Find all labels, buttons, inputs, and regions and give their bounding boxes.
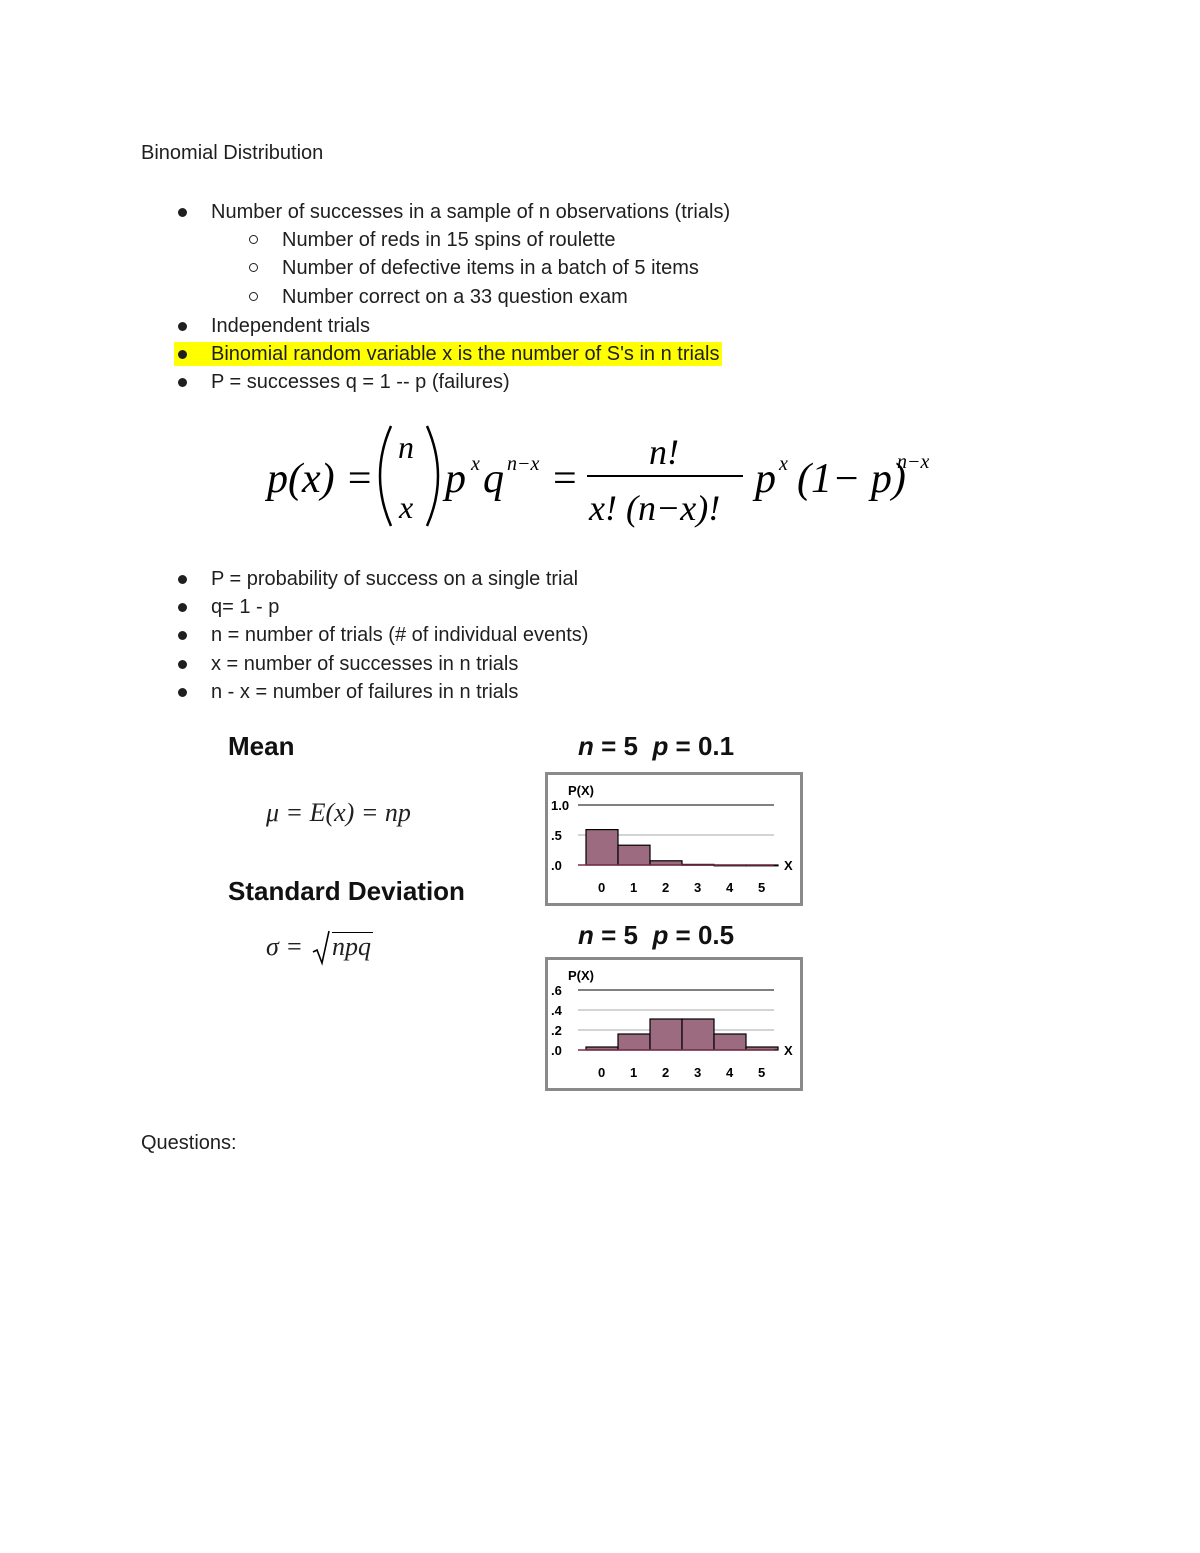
x-tick-label: 4 — [726, 880, 734, 895]
bullet-dot — [178, 603, 187, 612]
bullet-dot — [178, 208, 187, 217]
x-tick-label: 3 — [694, 880, 702, 895]
bar — [714, 1034, 746, 1050]
formula-x-exp: x — [471, 453, 480, 475]
y-tick-label: .5 — [551, 828, 562, 843]
formula-numerator: n! — [649, 432, 679, 472]
chart-title-mid: = 5 — [593, 731, 653, 761]
y-tick-label: .6 — [551, 983, 562, 998]
bullet-dot — [178, 350, 187, 359]
chart-title-p: p — [652, 731, 669, 761]
chart-title — [578, 920, 734, 951]
questions-label: Questions: — [141, 1132, 237, 1154]
chart-title-n: n — [578, 920, 594, 950]
sd-formula — [266, 932, 371, 972]
sub-list-item: Number correct on a 33 question exam — [282, 286, 628, 308]
y-tick-label: .0 — [551, 1043, 562, 1058]
y-tick-label: .0 — [551, 858, 562, 873]
bullet-dot — [178, 631, 187, 640]
list-item: Independent trials — [211, 315, 371, 337]
x-tick-label: 1 — [630, 880, 638, 895]
bullet-dot — [178, 660, 187, 669]
x-axis-label: X — [784, 858, 793, 873]
chart-title-p: p — [652, 920, 669, 950]
x-axis-label: X — [784, 1043, 793, 1058]
list-item: x = number of successes in n trials — [211, 653, 519, 675]
binomial-chart-p01 — [548, 775, 800, 903]
x-tick-label: 4 — [726, 1065, 734, 1080]
formula-tail-p: p — [755, 456, 776, 502]
x-tick-label: 5 — [758, 1065, 766, 1080]
bar — [650, 1019, 682, 1050]
radical-icon — [312, 930, 330, 966]
binom-bottom: x — [399, 489, 414, 525]
chart-title — [578, 731, 734, 762]
sub-bullet-circle — [249, 235, 258, 244]
y-axis-label: P(X) — [568, 783, 594, 798]
list-item: Number of successes in a sample of n observations (trials) — [211, 201, 731, 223]
mean-heading: Mean — [228, 731, 295, 761]
binomial-chart-p05 — [548, 960, 800, 1088]
left-paren-icon — [380, 426, 391, 526]
list-item: q= 1 - p — [211, 596, 280, 618]
chart-title-mid: = 5 — [593, 920, 653, 950]
bullet-dot — [178, 688, 187, 697]
binom-top: n — [398, 429, 414, 465]
x-tick-label: 2 — [662, 1065, 670, 1080]
x-tick-label: 1 — [630, 1065, 638, 1080]
binomial-formula — [265, 418, 945, 538]
y-tick-label: 1.0 — [551, 798, 570, 813]
formula-tail-exp: x — [779, 453, 788, 475]
formula-equals: = — [553, 456, 577, 502]
mean-formula: μ = E(x) = np — [266, 798, 411, 827]
x-tick-label: 0 — [598, 880, 606, 895]
list-item: n - x = number of failures in n trials — [211, 681, 519, 703]
formula-nx-exp: n−x — [507, 453, 540, 475]
sd-heading: Standard Deviation — [228, 876, 465, 906]
formula-lhs: p(x) = — [267, 456, 374, 502]
formula-tail-exp2: n−x — [897, 451, 930, 473]
bar — [682, 1019, 714, 1050]
y-tick-label: .4 — [551, 1003, 562, 1018]
formula-q: q — [483, 456, 504, 502]
sub-list-item: Number of reds in 15 spins of roulette — [282, 229, 616, 251]
sd-formula-left: σ = — [266, 932, 303, 961]
bullet-dot — [178, 322, 187, 331]
bullet-dot — [178, 575, 187, 584]
y-tick-label: .2 — [551, 1023, 562, 1038]
formula-denominator: x! (n−x)! — [589, 488, 721, 528]
bullet-dot — [178, 378, 187, 387]
right-paren-icon — [427, 426, 438, 526]
x-tick-label: 3 — [694, 1065, 702, 1080]
sub-bullet-circle — [249, 292, 258, 301]
bar — [618, 1034, 650, 1050]
list-item: P = successes q = 1 -- p (failures) — [211, 371, 510, 393]
formula-tail-paren: (1− p) — [797, 456, 906, 502]
list-item: n = number of trials (# of individual events) — [211, 624, 589, 646]
sub-bullet-circle — [249, 263, 258, 272]
chart-title-n: n — [578, 731, 594, 761]
sub-list-item: Number of defective items in a batch of 5 items — [282, 257, 699, 279]
bar — [586, 830, 618, 865]
chart-title-end: = 0.1 — [668, 731, 735, 761]
chart-panel-1 — [545, 772, 803, 906]
x-tick-label: 2 — [662, 880, 670, 895]
highlighted-list-item: Binomial random variable x is the number of S's in n trials — [205, 342, 722, 366]
chart-title-end: = 0.5 — [668, 920, 735, 950]
x-tick-label: 0 — [598, 1065, 606, 1080]
chart-panel-2 — [545, 957, 803, 1091]
x-tick-label: 5 — [758, 880, 766, 895]
formula-p: p — [445, 456, 466, 502]
list-item: P = probability of success on a single trial — [211, 568, 579, 590]
bar — [618, 845, 650, 865]
sd-formula-radicand: npq — [332, 932, 371, 961]
page-title: Binomial Distribution — [141, 142, 324, 164]
y-axis-label: P(X) — [568, 968, 594, 983]
